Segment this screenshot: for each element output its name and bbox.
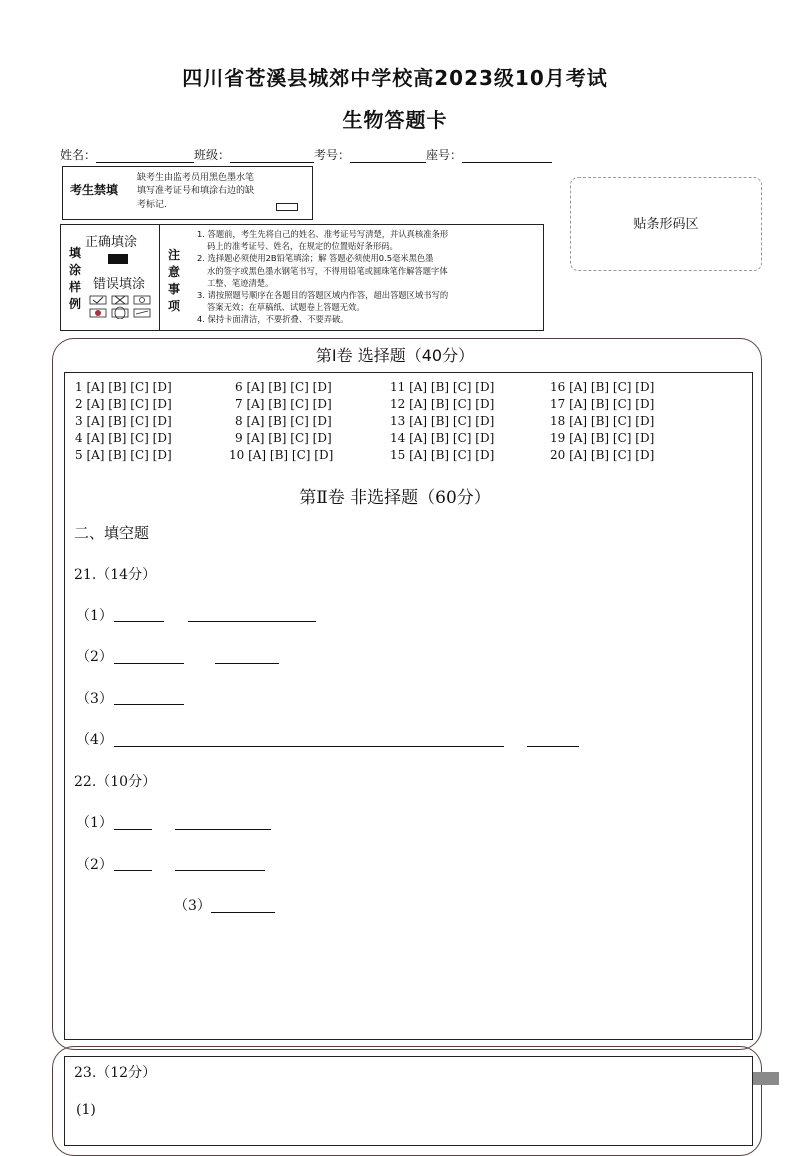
mc-row[interactable]: 16 [A] [B] [C] [D] (550, 380, 655, 394)
q22-2-blank-b[interactable] (175, 869, 265, 871)
notes-label-1: 注 (168, 248, 181, 262)
page-subtitle: 生物答题卡 (342, 108, 448, 132)
mc-row[interactable]: 10 [A] [B] [C] [D] (229, 448, 334, 462)
mc-row[interactable]: 14 [A] [B] [C] [D] (390, 431, 495, 445)
fill-label-4: 例 (69, 297, 82, 311)
part2-title: 第Ⅱ卷 非选择题（60分） (299, 488, 491, 508)
forbidden-text-3: 考标记. (137, 200, 167, 210)
correct-fill-label: 正确填涂 (85, 235, 138, 250)
q21-1-blank-b[interactable] (188, 620, 316, 622)
instructions-box (60, 224, 544, 331)
note-line: 1. 答题前，考生先将自己的姓名、准考证号写清楚，并认真核准条形 (197, 229, 449, 239)
mc-row[interactable]: 2 [A] [B] [C] [D] (75, 397, 172, 411)
note-line: 3. 请按照题号顺序在各题目的答题区域内作答，超出答题区域书写的 (197, 290, 449, 301)
note-line: 工整、笔迹清楚。 (207, 277, 274, 288)
fill-label-3: 样 (69, 280, 82, 294)
mc-column-3 (390, 379, 494, 464)
fill-in-section-label: 二、填空题 (74, 524, 150, 542)
mc-row[interactable]: 8 [A] [B] [C] [D] (235, 414, 332, 428)
notes-label-4: 项 (168, 299, 181, 313)
q22-1-blank-b[interactable] (175, 828, 271, 830)
q21-3-blank-a[interactable] (114, 703, 184, 705)
mc-row[interactable]: 11 [A] [B] [C] [D] (390, 380, 495, 394)
q22-3-blank-a[interactable] (211, 911, 275, 913)
mc-row[interactable]: 9 [A] [B] [C] [D] (235, 431, 332, 445)
student-info-row (60, 146, 552, 163)
forbidden-text-1: 缺考生由监考员用黑色墨水笔 (137, 173, 255, 183)
note-line: 码上的准考证号、姓名，在规定的位置贴好条形码。 (207, 241, 398, 252)
mc-column-2 (229, 379, 333, 464)
note-line: 2. 选择题必须使用2B铅笔填涂；解 答题必须使用0.5毫米黑色墨 (197, 253, 434, 264)
q21-2-blank-b[interactable] (215, 662, 279, 664)
barcode-area: 贴条形码区 (570, 177, 762, 271)
mc-row[interactable]: 19 [A] [B] [C] [D] (550, 431, 655, 445)
mc-row[interactable]: 12 [A] [B] [C] [D] (390, 397, 495, 411)
mc-column-1 (75, 379, 172, 464)
class-label: 班级： (194, 148, 231, 162)
q21-4-blank-b[interactable] (527, 745, 579, 747)
question-22-heading: 22.（10分） (74, 774, 157, 790)
q22-part-3-label: （3） (174, 898, 211, 914)
part1-title: 第Ⅰ卷 选择题（40分） (315, 346, 475, 365)
name-field[interactable] (96, 150, 194, 163)
forbidden-label: 考生禁填 (70, 183, 119, 197)
forbidden-text-2: 填写准考证号和填涂右边的缺 (137, 186, 255, 196)
name-label: 姓名： (60, 148, 97, 162)
page-title: 四川省苍溪县城郊中学校高2023级10月考试 (182, 66, 608, 90)
q21-part-1-label: （1） (76, 608, 113, 624)
correct-fill-mark (108, 254, 128, 264)
seat-field[interactable] (462, 150, 552, 163)
mc-row[interactable]: 3 [A] [B] [C] [D] (75, 414, 172, 428)
fill-label-2: 涂 (69, 263, 82, 277)
note-line: 水的签字或黑色墨水钢笔书写，不得用铅笔或圆珠笔作解答题字体 (207, 265, 448, 276)
mc-row[interactable]: 6 [A] [B] [C] [D] (235, 380, 332, 394)
note-line: 4. 保持卡面清洁，不要折叠、不要弄破。 (197, 314, 349, 325)
q22-1-blank-a[interactable] (114, 828, 152, 830)
mc-row[interactable]: 20 [A] [B] [C] [D] (550, 448, 655, 462)
absence-mark-box[interactable] (276, 203, 298, 211)
wrong-fill-label: 错误填涂 (93, 277, 146, 292)
page-side-marker (753, 1072, 779, 1085)
notes-list (197, 228, 448, 326)
wrong-fill-examples (89, 295, 155, 319)
mc-column-4 (550, 379, 654, 464)
q22-part-2-label: （2） (76, 857, 113, 873)
notes-label-2: 意 (168, 265, 181, 279)
mc-row[interactable]: 15 [A] [B] [C] [D] (390, 448, 495, 462)
question-21-heading: 21.（14分） (74, 567, 157, 583)
notes-label-3: 事 (168, 282, 181, 296)
question-23-heading: 23.（12分） (74, 1065, 157, 1081)
exam-no-field[interactable] (350, 150, 426, 163)
q22-part-1-label: （1） (76, 815, 113, 831)
instructions-divider (159, 225, 160, 330)
q21-part-3-label: （3） (76, 691, 113, 707)
answer-area-1 (64, 372, 753, 1040)
mc-row[interactable]: 5 [A] [B] [C] [D] (75, 448, 172, 462)
seat-label: 座号： (426, 148, 463, 162)
q22-2-blank-a[interactable] (114, 869, 152, 871)
q21-1-blank-a[interactable] (114, 620, 164, 622)
mc-row[interactable]: 17 [A] [B] [C] [D] (550, 397, 655, 411)
q23-part-1-label: (1) (76, 1102, 96, 1118)
q21-part-4-label: （4） (76, 732, 113, 748)
q21-2-blank-a[interactable] (114, 662, 184, 664)
q21-part-2-label: （2） (76, 649, 113, 665)
class-field[interactable] (230, 150, 314, 163)
exam-no-label: 考号： (314, 148, 351, 162)
mc-row[interactable]: 4 [A] [B] [C] [D] (75, 431, 172, 445)
mc-row[interactable]: 13 [A] [B] [C] [D] (390, 414, 495, 428)
note-line: 答案无效；在草稿纸、试题卷上答题无效。 (207, 302, 365, 313)
answer-area-2 (64, 1056, 753, 1146)
q21-4-blank-a[interactable] (114, 745, 504, 747)
mc-row[interactable]: 7 [A] [B] [C] [D] (235, 397, 332, 411)
mc-row[interactable]: 1 [A] [B] [C] [D] (75, 380, 172, 394)
fill-label-1: 填 (69, 246, 82, 260)
mc-row[interactable]: 18 [A] [B] [C] [D] (550, 414, 655, 428)
forbidden-box (62, 166, 313, 220)
